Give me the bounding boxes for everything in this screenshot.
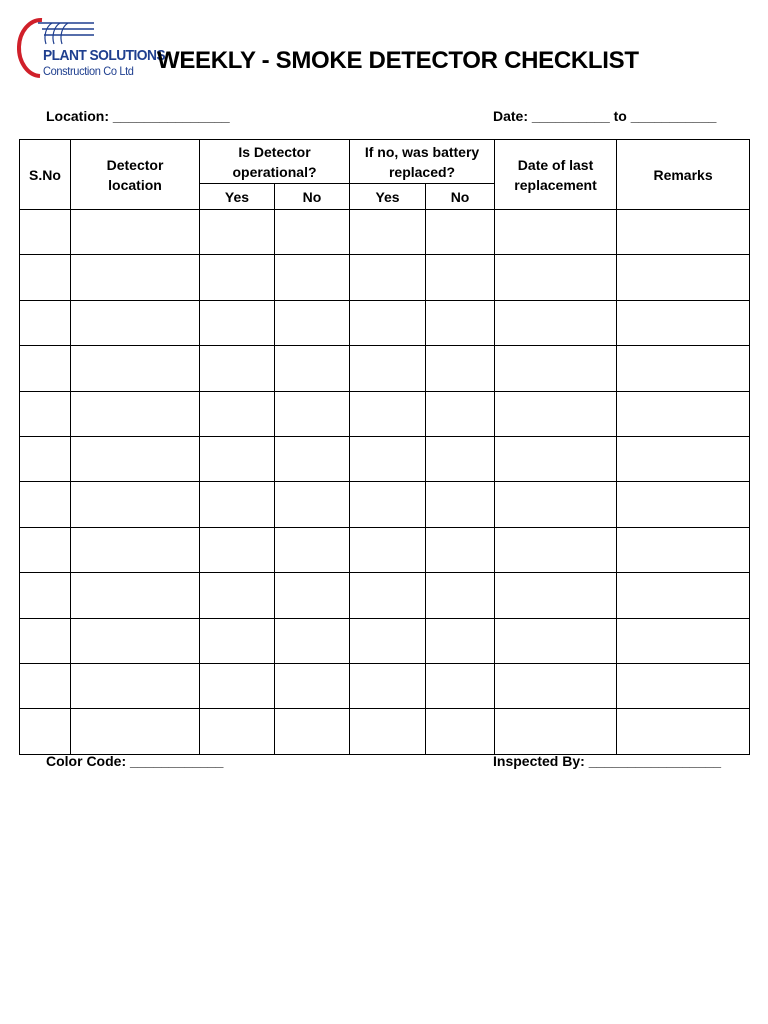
table-cell[interactable] (275, 709, 350, 754)
table-cell[interactable] (20, 436, 71, 481)
table-cell[interactable] (426, 255, 495, 300)
table-cell[interactable] (426, 391, 495, 436)
color-code-field: Color Code: ____________ (46, 753, 224, 769)
table-cell[interactable] (20, 709, 71, 754)
header-sno (20, 140, 71, 210)
table-cell[interactable] (426, 300, 495, 345)
table-cell[interactable] (426, 482, 495, 527)
table-cell[interactable] (495, 618, 617, 663)
header-detector-location-line1: Detector (106, 156, 164, 173)
table-cell[interactable] (200, 618, 275, 663)
table-cell[interactable] (426, 663, 495, 708)
table-cell[interactable] (426, 346, 495, 391)
header-date-last-replacement (495, 140, 617, 210)
table-cell[interactable] (426, 709, 495, 754)
table-cell[interactable] (495, 663, 617, 708)
table-cell[interactable] (200, 482, 275, 527)
table-cell[interactable] (200, 573, 275, 618)
company-logo (16, 14, 166, 80)
table-cell[interactable] (200, 391, 275, 436)
header-last-replacement-line2: replacement (514, 176, 597, 193)
table-cell[interactable] (71, 346, 200, 391)
table-cell[interactable] (20, 346, 71, 391)
table-cell[interactable] (495, 346, 617, 391)
table-cell[interactable] (495, 255, 617, 300)
table-row (20, 255, 750, 300)
table-cell[interactable] (275, 618, 350, 663)
table-row (20, 573, 750, 618)
table-cell[interactable] (275, 346, 350, 391)
table-row (20, 663, 750, 708)
inspected-by-field: Inspected By: _________________ (493, 753, 722, 769)
table-cell[interactable] (275, 391, 350, 436)
table-row (20, 210, 750, 255)
table-cell[interactable] (617, 527, 750, 572)
table-cell[interactable] (350, 573, 426, 618)
table-cell[interactable] (71, 482, 200, 527)
table-cell[interactable] (71, 255, 200, 300)
table-cell[interactable] (71, 663, 200, 708)
header-detector-operational (200, 140, 350, 184)
table-cell[interactable] (617, 391, 750, 436)
header-sno-label: S.No (29, 166, 61, 183)
header-detector-location (71, 140, 200, 210)
table-cell[interactable] (495, 527, 617, 572)
table-cell[interactable] (617, 300, 750, 345)
table-cell[interactable] (275, 436, 350, 481)
table-cell[interactable] (71, 618, 200, 663)
table-cell[interactable] (350, 300, 426, 345)
table-cell[interactable] (350, 663, 426, 708)
table-row (20, 391, 750, 436)
table-cell[interactable] (275, 255, 350, 300)
header-detector-location-line2: location (108, 176, 162, 193)
table-cell[interactable] (617, 210, 750, 255)
table-row (20, 709, 750, 754)
table-cell[interactable] (71, 210, 200, 255)
header-remarks (617, 140, 750, 210)
table-row (20, 527, 750, 572)
header-battery-replaced (350, 140, 495, 184)
table-cell[interactable] (350, 391, 426, 436)
table-cell[interactable] (426, 573, 495, 618)
table-cell[interactable] (275, 527, 350, 572)
header-operational-yes: Yes (200, 184, 275, 210)
table-cell[interactable] (617, 255, 750, 300)
table-cell[interactable] (20, 300, 71, 345)
table-row (20, 300, 750, 345)
table-cell[interactable] (20, 210, 71, 255)
table-cell[interactable] (495, 436, 617, 481)
header-operational-no: No (275, 184, 350, 210)
table-cell[interactable] (71, 573, 200, 618)
table-cell[interactable] (350, 210, 426, 255)
header-battery-no: No (426, 184, 495, 210)
table-cell[interactable] (200, 663, 275, 708)
table-cell[interactable] (20, 663, 71, 708)
table-cell[interactable] (200, 436, 275, 481)
table-cell[interactable] (426, 210, 495, 255)
page-title: WEEKLY - SMOKE DETECTOR CHECKLIST (157, 47, 639, 74)
table-row (20, 346, 750, 391)
table-cell[interactable] (200, 255, 275, 300)
table-cell[interactable] (617, 573, 750, 618)
table-cell[interactable] (275, 482, 350, 527)
date-range-field: Date: __________ to ___________ (493, 108, 717, 124)
table-cell[interactable] (350, 346, 426, 391)
table-cell[interactable] (617, 618, 750, 663)
table-cell[interactable] (495, 300, 617, 345)
table-row (20, 482, 750, 527)
table-cell[interactable] (200, 709, 275, 754)
table-cell[interactable] (350, 482, 426, 527)
table-cell[interactable] (350, 709, 426, 754)
table-row (20, 436, 750, 481)
table-cell[interactable] (20, 255, 71, 300)
table-cell[interactable] (20, 618, 71, 663)
table-cell[interactable] (617, 436, 750, 481)
table-cell[interactable] (426, 436, 495, 481)
table-cell[interactable] (71, 391, 200, 436)
table-cell[interactable] (495, 482, 617, 527)
table-cell[interactable] (617, 663, 750, 708)
table-cell[interactable] (20, 573, 71, 618)
location-field: Location: _______________ (46, 108, 230, 124)
table-row (20, 618, 750, 663)
table-cell[interactable] (617, 709, 750, 754)
logo-company-name: PLANT SOLUTIONS (43, 47, 166, 64)
header-operational-line2: operational? (232, 164, 317, 180)
table-cell[interactable] (71, 300, 200, 345)
checklist-table (19, 139, 750, 755)
table-cell[interactable] (617, 482, 750, 527)
table-cell[interactable] (20, 391, 71, 436)
table-cell[interactable] (495, 709, 617, 754)
table-cell[interactable] (275, 300, 350, 345)
table-cell[interactable] (275, 210, 350, 255)
logo-company-subtitle: Construction Co Ltd (43, 64, 134, 78)
table-cell[interactable] (350, 618, 426, 663)
table-cell[interactable] (71, 709, 200, 754)
table-cell[interactable] (275, 663, 350, 708)
table-cell[interactable] (200, 346, 275, 391)
table-cell[interactable] (426, 527, 495, 572)
checklist-rows (20, 210, 750, 755)
table-cell[interactable] (495, 391, 617, 436)
table-cell[interactable] (20, 527, 71, 572)
table-cell[interactable] (350, 527, 426, 572)
table-cell[interactable] (71, 527, 200, 572)
table-cell[interactable] (275, 573, 350, 618)
table-cell[interactable] (71, 436, 200, 481)
table-cell[interactable] (350, 436, 426, 481)
table-cell[interactable] (200, 527, 275, 572)
table-cell[interactable] (200, 210, 275, 255)
table-cell[interactable] (617, 346, 750, 391)
header-remarks-label: Remarks (653, 166, 713, 183)
header-operational-line1: Is Detector (238, 144, 311, 160)
table-cell[interactable] (495, 210, 617, 255)
header-last-replacement-line1: Date of last (517, 156, 594, 173)
table-cell[interactable] (350, 255, 426, 300)
header-battery-line1: If no, was battery (364, 144, 480, 160)
table-cell[interactable] (200, 300, 275, 345)
table-cell[interactable] (426, 618, 495, 663)
table-cell[interactable] (20, 482, 71, 527)
header-battery-yes: Yes (350, 184, 426, 210)
table-cell[interactable] (495, 573, 617, 618)
header-battery-line2: replaced? (388, 164, 456, 180)
